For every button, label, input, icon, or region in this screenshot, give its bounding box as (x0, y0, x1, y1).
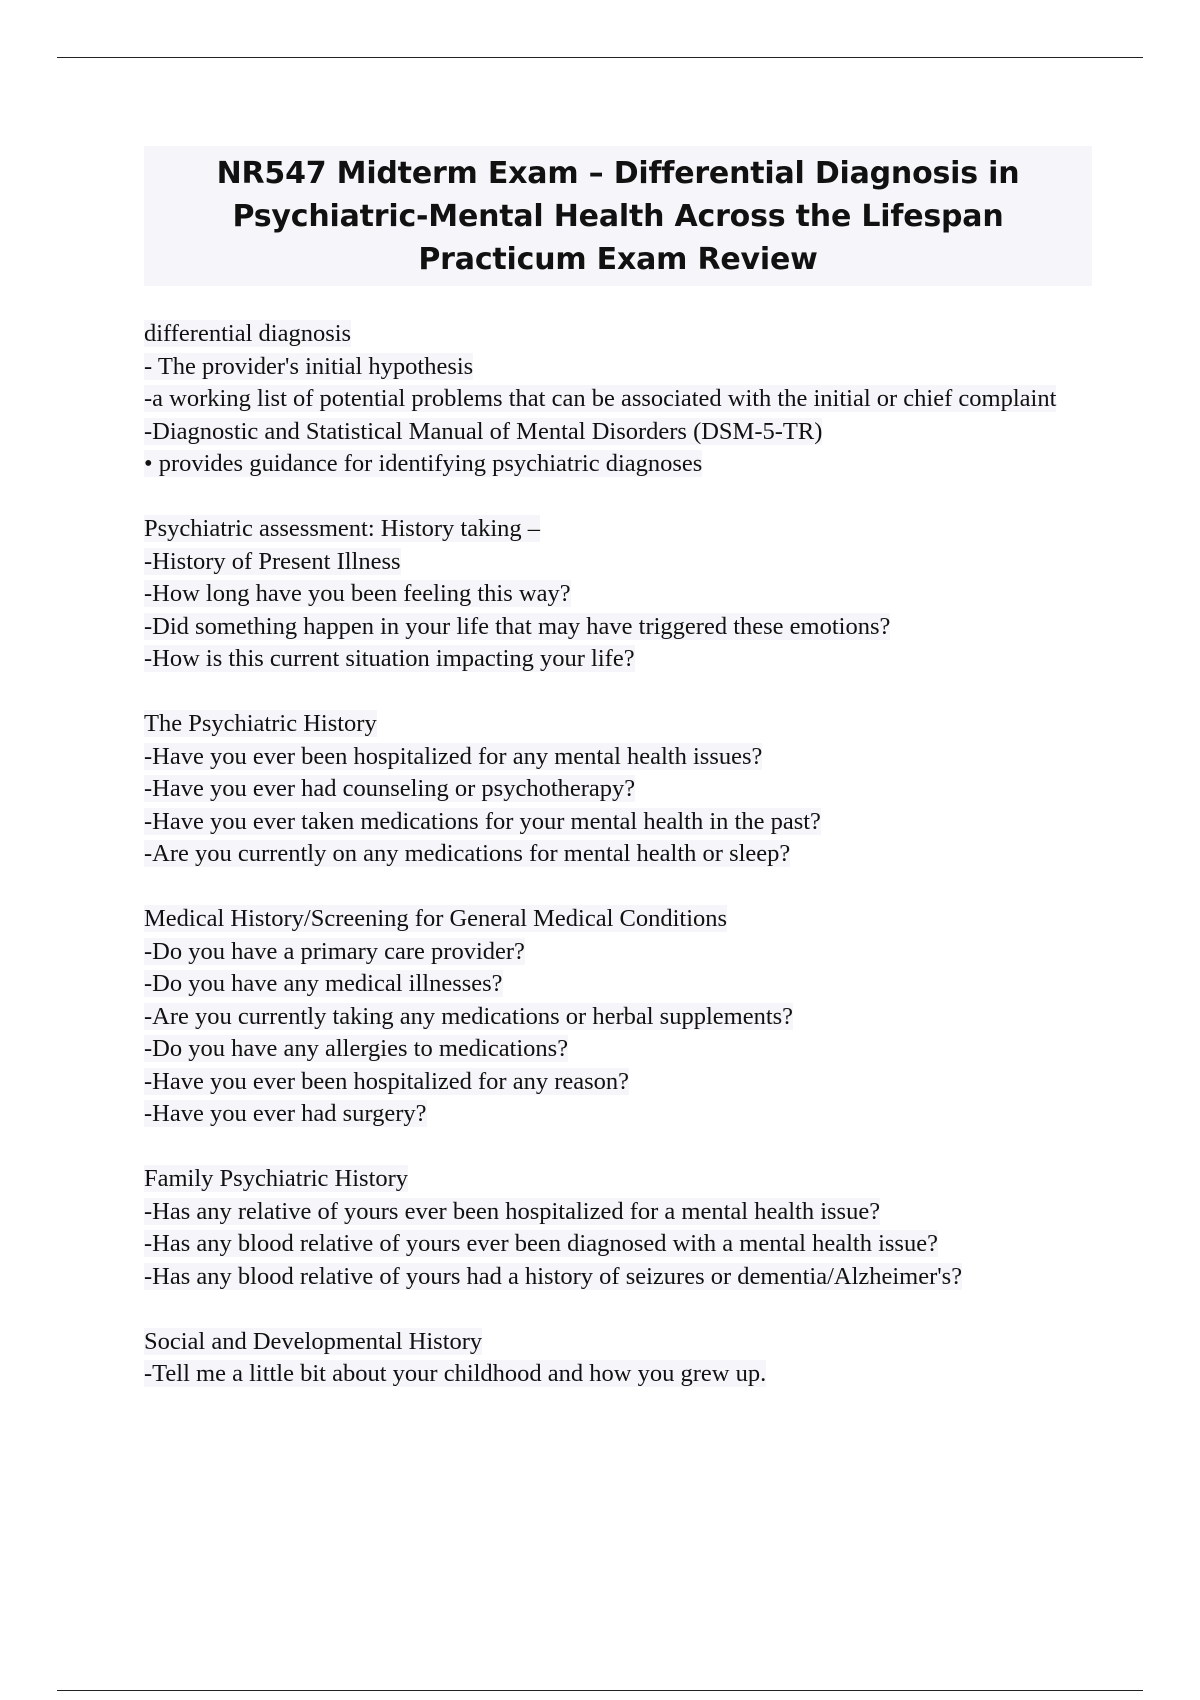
top-divider (57, 57, 1143, 58)
section-line: -Do you have a primary care provider? (144, 937, 525, 965)
section-line: -Has any blood relative of yours had a history of seizures or dementia/Alzheimer's? (144, 1262, 963, 1290)
section-line: -History of Present Illness (144, 547, 401, 575)
section-heading: differential diagnosis (144, 320, 352, 347)
section-line: -How is this current situation impacting your life? (144, 645, 635, 672)
section-line: - The provider's initial hypothesis (144, 352, 474, 380)
section-line: -Have you ever had surgery? (144, 1100, 427, 1127)
section-line: -Tell me a little bit about your childhood and how you grew up. (144, 1360, 767, 1387)
section-line: -Have you ever had counseling or psychotherapy? (144, 775, 636, 802)
section-line: -a working list of potential problems that can be associated with the initial or chief complaint (144, 385, 1057, 412)
section-line: -Are you currently taking any medications or herbal supplements? (144, 1002, 794, 1030)
section-line: -Do you have any medical illnesses? (144, 970, 503, 997)
document-body (144, 318, 1094, 1423)
section-medical-history (144, 903, 1094, 1131)
section-line: -How long have you been feeling this way? (144, 580, 571, 607)
section-family-history (144, 1163, 1094, 1293)
section-line: -Has any blood relative of yours ever been diagnosed with a mental health issue? (144, 1230, 938, 1257)
section-line: • provides guidance for identifying psychiatric diagnoses (144, 450, 703, 477)
section-line: -Did something happen in your life that may have triggered these emotions? (144, 612, 891, 640)
section-line: -Have you ever been hospitalized for any reason? (144, 1067, 630, 1095)
section-heading: Psychiatric assessment: History taking – (144, 515, 541, 542)
section-line: -Diagnostic and Statistical Manual of Mental Disorders (DSM-5-TR) (144, 417, 823, 445)
section-heading: Family Psychiatric History (144, 1165, 409, 1192)
section-social-history (144, 1326, 1094, 1391)
title-banner (144, 146, 1092, 286)
section-heading: Social and Developmental History (144, 1327, 483, 1355)
section-line: -Has any relative of yours ever been hospitalized for a mental health issue? (144, 1197, 881, 1225)
section-line: -Have you ever taken medications for your mental health in the past? (144, 807, 821, 835)
section-heading: The Psychiatric History (144, 710, 377, 737)
section-line: -Have you ever been hospitalized for any mental health issues? (144, 742, 763, 770)
section-history-taking (144, 513, 1094, 676)
section-line: -Do you have any allergies to medications? (144, 1035, 569, 1062)
section-line: -Are you currently on any medications for mental health or sleep? (144, 840, 791, 867)
document-title: NR547 Midterm Exam – Differential Diagnosis in Psychiatric-Mental Health Across the Lifespan Practicum Exam Review (216, 155, 1020, 277)
bottom-divider (57, 1690, 1143, 1691)
section-psychiatric-history (144, 708, 1094, 871)
section-heading: Medical History/Screening for General Medical Conditions (144, 905, 728, 932)
section-differential-diagnosis (144, 318, 1094, 481)
